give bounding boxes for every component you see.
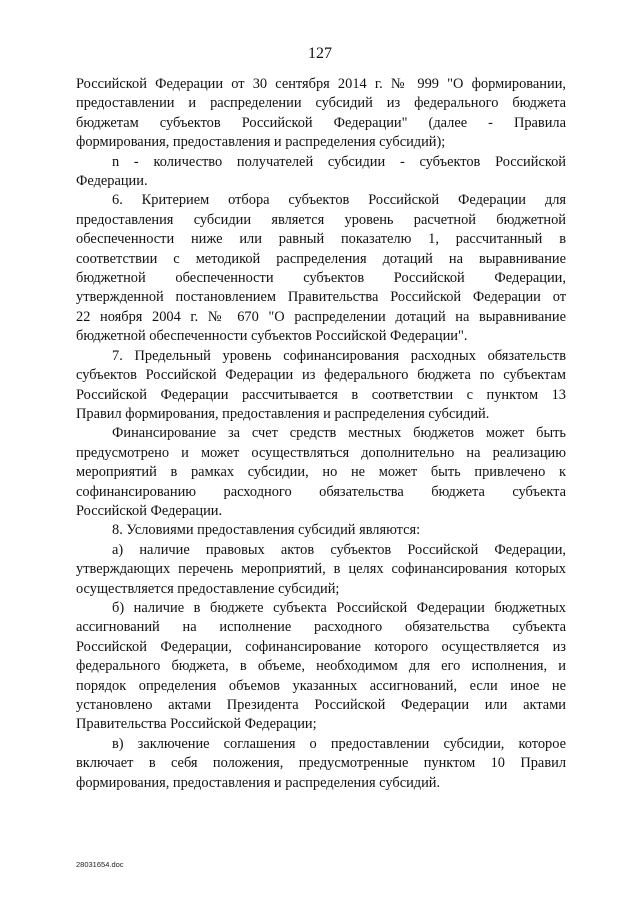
document-file-code: 28031654.doc (76, 860, 124, 869)
text-line: предоставлении и распределении субсидий из федерального бюджета (76, 95, 566, 112)
paragraph-item-8 (76, 521, 566, 540)
text-line: формирования, предоставления и распределения субсидий. (76, 774, 441, 791)
text-line: установлено актами Президента Российской Федерации или актами (76, 697, 566, 713)
text-line: федерального бюджета, в объеме, необходимом для его исполнения, и (76, 658, 566, 675)
text-line: включает в себя положения, предусмотренные пунктом 10 Правил (76, 755, 566, 772)
text-line: порядок определения объемов указанных ассигнований, если иное не (76, 677, 566, 694)
text-line: мероприятий в рамках субсидии, но не может быть привлечено к (76, 464, 566, 481)
text-line: 8. Условиями предоставления субсидий являются: (112, 522, 421, 539)
text-line: предоставления субсидии является уровень расчетной бюджетной (76, 211, 566, 228)
text-line: б) наличие в бюджете субъекта Российской Федерации бюджетных (112, 599, 566, 616)
text-line: бюджетам субъектов Российской Федерации" (далее - Правила (76, 114, 566, 131)
text-line: Российской Федерации от 30 сентября 2014 г. № 999 "О формировании, (76, 76, 566, 92)
paragraph-item-8b (76, 599, 566, 735)
text-line: Финансирование за счет средств местных бюджетов может быть (112, 425, 566, 442)
text-line: бюджетной обеспеченности субъектов Российской Федерации". (76, 328, 468, 345)
text-line: осуществляется предоставление субсидий; (76, 580, 340, 597)
text-line: Федерации. (76, 173, 148, 190)
paragraph-item-7 (76, 347, 566, 425)
text-line: Российской Федерации, софинансирование которого осуществляется из (76, 638, 566, 655)
text-line: формирования, предоставления и распределения субсидий); (76, 134, 446, 151)
paragraph-n-definition (76, 153, 566, 192)
paragraph-item-8v (76, 735, 566, 793)
text-line: Правил формирования, предоставления и распределения субсидий. (76, 405, 490, 422)
document-body (76, 75, 566, 793)
text-line: соответствии с методикой распределения дотаций на выравнивание (76, 250, 566, 267)
text-line: 7. Предельный уровень софинансирования расходных обязательств (112, 347, 566, 364)
paragraph-item-6 (76, 191, 566, 346)
text-line: утвержденной постановлением Правительства Российской Федерации от (76, 289, 566, 306)
text-line: 22 ноября 2004 г. № 670 "О распределении дотаций на выравнивание (76, 308, 566, 325)
text-line: n - количество получателей субсидии - субъектов Российской (112, 153, 566, 170)
paragraph-item-8a (76, 541, 566, 599)
text-line: предусмотрено и может осуществляться дополнительно на реализацию (76, 444, 566, 461)
page-number: 127 (308, 45, 332, 62)
text-line: утверждающих перечень мероприятий, в целях софинансирования которых (76, 561, 566, 578)
text-line: Российской Федерации рассчитывается в соответствии с пунктом 13 (76, 386, 566, 403)
text-line: обеспеченности ниже или равный показателю 1, рассчитанный в (76, 231, 566, 248)
text-line: в) заключение соглашения о предоставлении субсидии, которое (112, 735, 566, 752)
text-line: 6. Критерием отбора субъектов Российской Федерации для (112, 192, 566, 209)
text-line: ассигнований на исполнение расходного обязательства субъекта (76, 619, 566, 636)
text-line: Правительства Российской Федерации; (76, 716, 317, 733)
text-line: софинансированию расходного обязательства бюджета субъекта (76, 483, 566, 500)
paragraph-local-budgets (76, 424, 566, 521)
text-line: Российской Федерации. (76, 502, 223, 519)
text-line: субъектов Российской Федерации из федерального бюджета по субъектам (76, 367, 566, 384)
paragraph-rules-reference (76, 75, 566, 153)
text-line: а) наличие правовых актов субъектов Российской Федерации, (112, 541, 566, 558)
text-line: бюджетной обеспеченности субъектов Российской Федерации, (76, 270, 566, 287)
